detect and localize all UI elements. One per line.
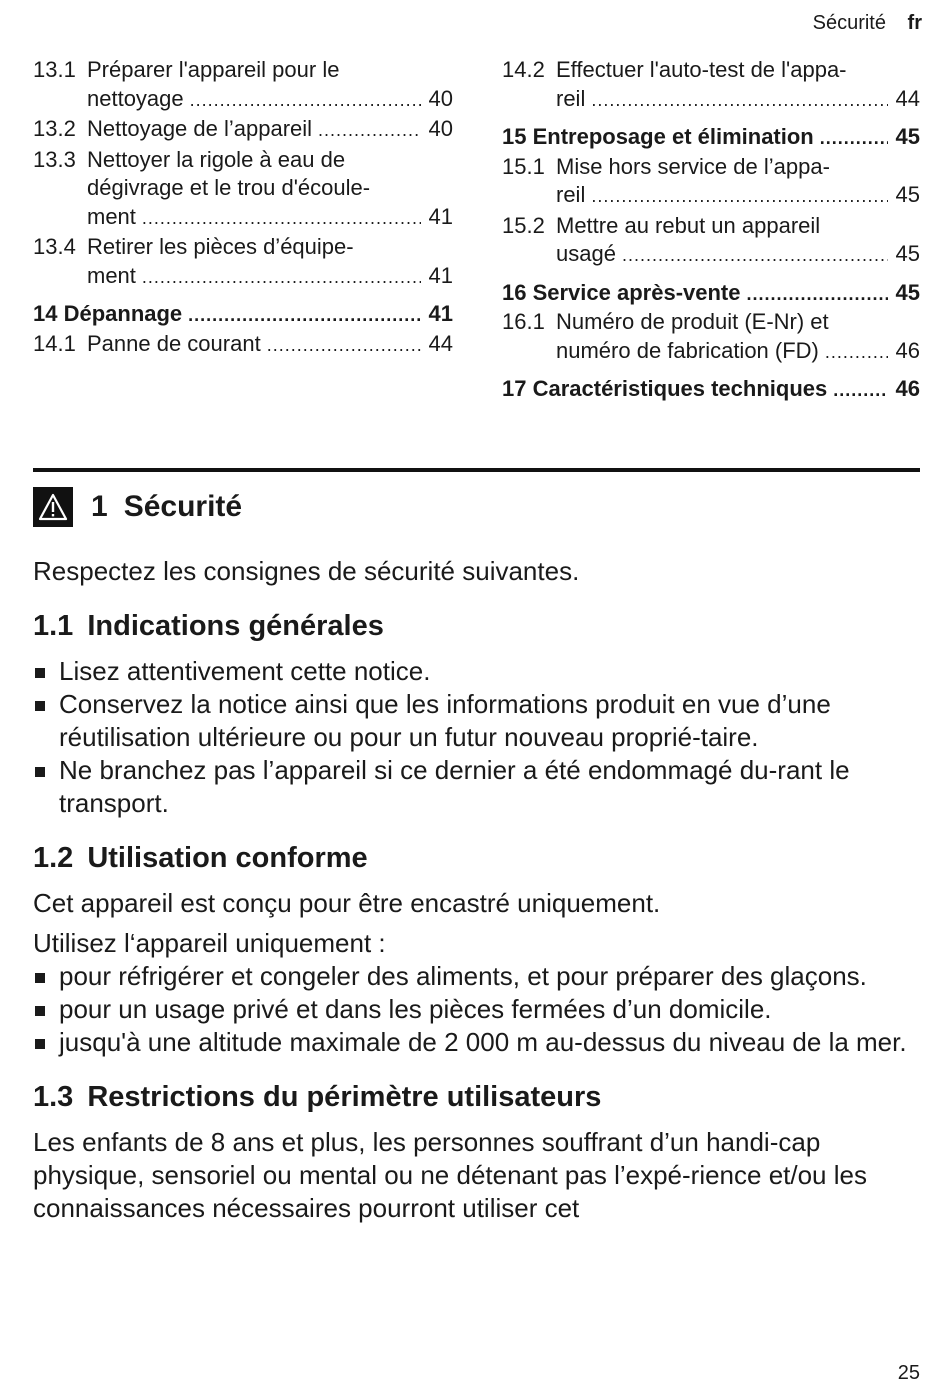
warning-triangle-icon [33,487,73,527]
toc-page-number: 45 [895,241,920,266]
toc-leader-dots [190,86,421,115]
toc-entry-number: 13.4 [33,234,76,259]
toc-page-number: 41 [428,301,453,326]
toc-chapter-entry[interactable] [33,300,453,330]
list-item: pour réfrigérer et congeler des aliments, et pour préparer des glaçons. [33,960,923,993]
subsection-number: 1.3 [33,1081,74,1113]
toc-page-number: 40 [428,85,453,111]
toc-entry-line: Panne de courant [87,330,261,356]
toc-entry-line: Nettoyage de l’appareil [87,116,313,141]
subsection-number: 1.1 [33,610,74,642]
toc-chapter-title: 17 Caractéristiques techniques [502,376,828,401]
toc-entry-number: 13.2 [33,116,76,141]
toc-entry-line: ment [87,262,136,288]
toc-chapter-entry[interactable] [502,279,920,309]
toc-entry[interactable] [502,153,920,211]
toc-entry-line: Préparer l'appareil pour le [87,57,340,82]
toc-page-number: 45 [895,124,920,149]
toc-entry[interactable] [33,233,453,291]
subsection-title: Indications générales [87,610,384,642]
toc-entry-line: dégivrage et le trou d'écoule- [87,175,371,200]
toc-page-number: 40 [428,116,453,141]
toc-chapter-entry[interactable] [502,123,920,153]
toc-entry[interactable] [33,330,453,360]
toc-right-column [502,56,920,405]
toc-leader-dots [267,331,421,360]
paragraph: Cet appareil est conçu pour être encastré uniquement. [33,888,661,918]
subsection-heading [33,1079,923,1115]
header-language: fr [907,12,922,34]
toc-page-number: 45 [895,279,920,305]
section-number: 1 [91,490,108,523]
bullet-list [33,655,923,820]
toc-entry[interactable] [502,56,920,114]
section-title: Sécurité [123,490,243,523]
toc-leader-dots [747,280,889,309]
toc-page-number: 41 [428,262,453,288]
toc-entry[interactable] [33,56,453,114]
toc-entry-line: Retirer les pièces d’équipe- [87,234,354,259]
toc-leader-dots [188,301,421,330]
toc-entry-line: Mettre au rebut un appareil [556,212,821,238]
toc-leader-dots [820,124,888,153]
toc-chapter-title: 14 Dépannage [33,301,183,326]
subsection-heading [33,608,923,644]
toc-leader-dots [833,376,888,405]
toc-chapter-title: 15 Entreposage et élimination [502,124,814,149]
list-item: Ne branchez pas l’appareil si ce dernier a été endommagé du-rant le transport. [33,754,923,820]
list-item: Lisez attentivement cette notice. [33,655,923,688]
toc-entry-line: usagé [556,241,616,266]
toc-entry-number: 13.1 [33,57,76,82]
toc-entry-line: reil [556,182,586,207]
toc-leader-dots [591,86,888,115]
toc-entry-line: ment [87,203,136,229]
toc-leader-dots [142,263,421,292]
subsection-title: Restrictions du périmètre utilisateurs [87,1081,602,1113]
toc-entry-number: 14.2 [502,57,545,82]
toc-leader-dots [318,116,421,145]
toc-leader-dots [622,241,888,270]
subsection-heading [33,840,923,876]
toc-left-column [33,56,453,359]
toc-entry-line: numéro de fabrication (FD) [556,337,819,363]
section-divider [33,468,920,472]
toc-entry-number: 14.1 [33,330,76,356]
toc-entry-line: Effectuer l'auto-test de l'appa- [556,57,847,82]
toc-leader-dots [142,204,421,233]
paragraph: Les enfants de 8 ans et plus, les personnes souffrant d’un handi-cap physique, sensoriel ou mental ou ne détenant pas l’expé-rience et/ou les connaissances nécessaires pourront utiliser cet [33,1127,867,1223]
toc-leader-dots [591,182,888,211]
toc-page-number: 46 [895,376,920,401]
subsection-title: Utilisation conforme [87,842,368,874]
toc-page-number: 44 [428,330,453,356]
toc-entry-number: 15.2 [502,212,545,238]
section-intro: Respectez les consignes de sécurité suivantes. [33,556,580,586]
toc-entry-line: reil [556,85,586,111]
toc-entry-number: 16.1 [502,309,545,334]
toc-chapter-entry[interactable] [502,375,920,405]
toc-entry-line: nettoyage [87,85,184,111]
toc-entry-line: Nettoyer la rigole à eau de [87,146,346,172]
toc-entry[interactable] [33,115,453,145]
toc-entry[interactable] [33,146,453,233]
section-heading [33,482,242,532]
header-section: Sécurité [812,12,886,34]
toc-entry-number: 13.3 [33,146,76,172]
toc-entry[interactable] [502,212,920,270]
toc-page-number: 44 [895,85,920,111]
toc-chapter-title: 16 Service après-vente [502,279,741,305]
paragraph: Utilisez l‘appareil uniquement : [33,928,386,958]
toc-entry-line: Mise hors service de l’appa- [556,153,830,179]
bullet-list [33,960,923,1059]
toc-page-number: 45 [895,182,920,207]
page-number: 25 [897,1362,920,1384]
list-item: jusqu'à une altitude maximale de 2 000 m au-dessus du niveau de la mer. [33,1026,923,1059]
list-item: pour un usage privé et dans les pièces fermées d’un domicile. [33,993,923,1026]
toc-leader-dots [825,338,888,367]
toc-page-number: 41 [428,203,453,229]
running-header [813,10,922,36]
toc-page-number: 46 [895,337,920,363]
list-item: Conservez la notice ainsi que les informations produit en vue d’une réutilisation ultérieure ou pour un futur nouveau proprié-taire. [33,688,923,754]
toc-entry-line: Numéro de produit (E-Nr) et [556,309,829,334]
section-body [33,555,923,1225]
toc-entry[interactable] [502,308,920,366]
subsection-number: 1.2 [33,842,74,874]
toc-entry-number: 15.1 [502,153,545,179]
